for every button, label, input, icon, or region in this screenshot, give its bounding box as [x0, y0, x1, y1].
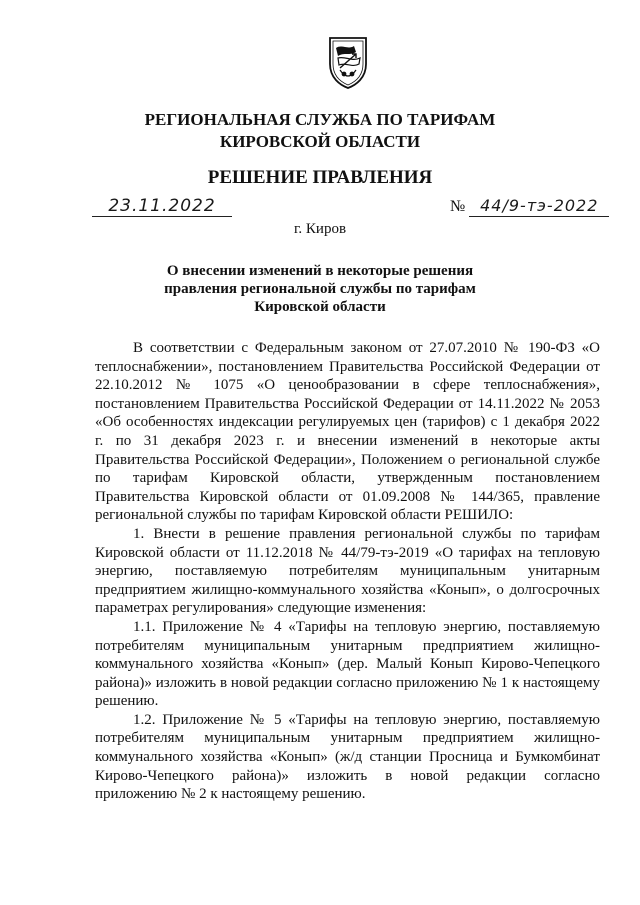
number-sign: №	[450, 198, 466, 215]
decision-number: 44/9-тэ-2022	[469, 196, 609, 217]
kirov-oblast-coat-of-arms-icon	[326, 34, 370, 90]
document-body	[95, 339, 600, 804]
subject-line2: правления региональной службы по тарифам	[164, 281, 476, 297]
decision-subject	[160, 262, 480, 316]
decision-date: 23.11.2022	[92, 196, 232, 217]
item-1-2-paragraph: 1.2. Приложение № 5 «Тарифы на тепловую энергию, поставляемую потребителям муниципальным унитарным предприятием жилищно-коммунального хозяйства «Конып» (ж/д станции Просница и Бумкомбинат Кирово-Чепецкого района)» изложить в новой редакции согласно приложению № 2 к настоящему решению.	[95, 711, 600, 803]
preamble-paragraph: В соответствии с Федеральным законом от 27.07.2010 № 190-ФЗ «О теплоснабжении», постановлением Правительства Российской Федерации от 22.10.2012 № 1075 «О ценообразовании в сфере теплоснабжения», постановлением Правительства Российской Федерации от 14.11.2022 № 2053 «Об особенностях индексации регулируемых цен (тарифов) с 1 декабря 2022 г. по 31 декабря 2023 г. и внесении изменений в некоторые акты Правительства Российской Федерации», Положением о региональной службе по тарифам Кировской области, утвержденным постановлением Правительства Кировской области от 01.09.2008 № 144/365, правление региональной службы по тарифам Кировской области РЕШИЛО:	[95, 340, 600, 524]
subject-line1: О внесении изменений в некоторые решения	[166, 263, 474, 279]
organization-name-line2: КИРОВСКОЙ ОБЛАСТИ	[219, 132, 421, 151]
subject-line3: Кировской области	[254, 299, 386, 315]
organization-name-line1: РЕГИОНАЛЬНАЯ СЛУЖБА ПО ТАРИФАМ	[144, 110, 496, 129]
item-1-paragraph: 1. Внести в решение правления региональной службы по тарифам Кировской области от 11.12.2018 № 44/79-тэ-2019 «О тарифах на тепловую энергию, поставляемую потребителям муниципальным унитарным предприятием жилищно-коммунального хозяйства «Конып», о долгосрочных параметрах регулирования» следующие изменения:	[95, 525, 600, 617]
decision-number-field	[450, 196, 609, 217]
document-title: РЕШЕНИЕ ПРАВЛЕНИЯ	[207, 167, 433, 188]
item-1-1-paragraph: 1.1. Приложение № 4 «Тарифы на тепловую энергию, поставляемую потребителям муниципальным унитарным предприятием жилищно-коммунального хозяйства «Конып» (дер. Малый Конып Кирово-Чепецкого района)» изложить в новой редакции согласно приложению № 1 к настоящему решению.	[95, 618, 600, 710]
city-label: г. Киров	[293, 221, 347, 237]
